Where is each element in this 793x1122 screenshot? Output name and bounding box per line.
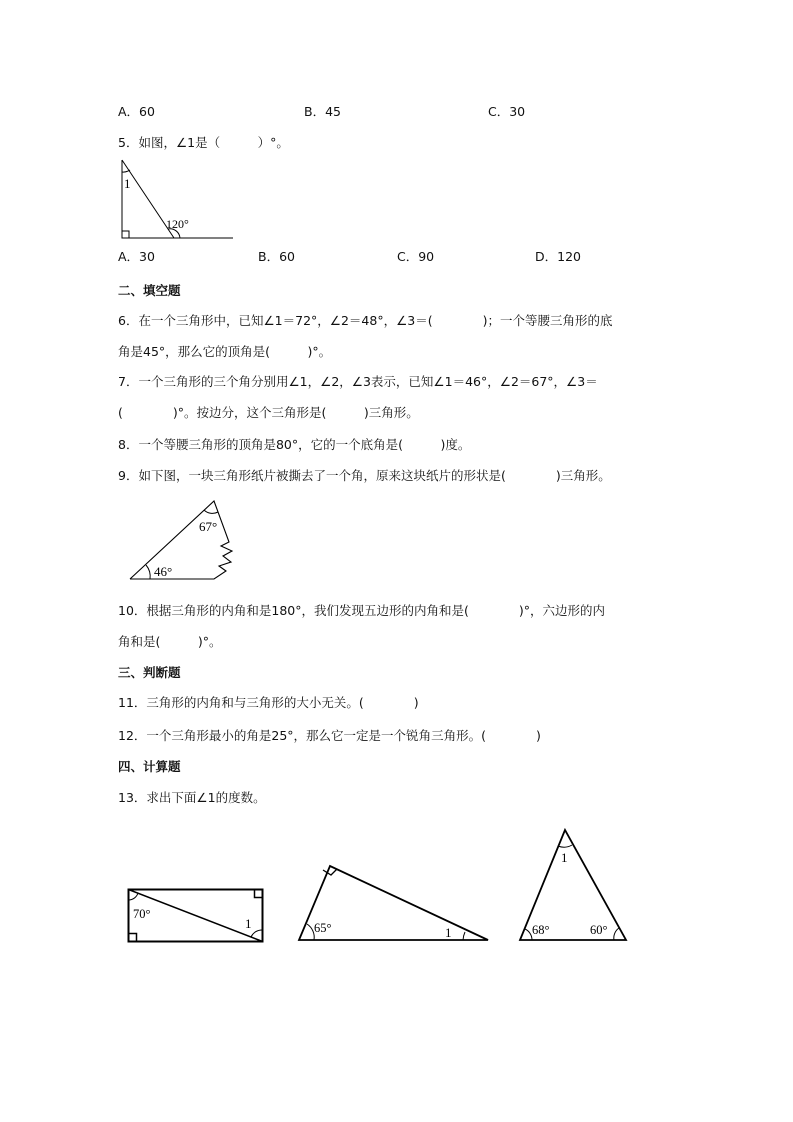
q9-stem: 9．如下图，一块三角形纸片被撕去了一个角，原来这块纸片的形状是( )三角形。 bbox=[118, 468, 611, 483]
q5-option-b: B．60 bbox=[258, 249, 295, 264]
q4-option-b: B．45 bbox=[304, 104, 341, 119]
q13-right-triangle-figure bbox=[297, 860, 493, 944]
q13-fig3-angle1-label: 1 bbox=[561, 850, 568, 865]
q13-fig2-angle-label: 65° bbox=[314, 921, 332, 935]
q10-line1: 10．根据三角形的内角和是180°，我们发现五边形的内角和是( )°，六边形的内 bbox=[118, 603, 606, 618]
q13-rectangle-figure bbox=[127, 888, 267, 946]
q6-line2: 角是45°，那么它的顶角是( )°。 bbox=[118, 344, 332, 359]
q13-fig3-right-angle-label: 60° bbox=[590, 923, 608, 937]
q11-text: 11．三角形的内角和与三角形的大小无关。( ) bbox=[118, 695, 419, 710]
q5-option-a: A．30 bbox=[118, 249, 155, 264]
q5-option-c: C．90 bbox=[397, 249, 435, 264]
q13-stem: 13．求出下面∠1的度数。 bbox=[118, 790, 266, 805]
q4-option-a: A．60 bbox=[118, 104, 155, 119]
q9-angle-top-label: 67° bbox=[199, 519, 218, 534]
section-calculation-title: 四、计算题 bbox=[118, 759, 181, 774]
q8-text: 8．一个等腰三角形的顶角是80°，它的一个底角是( )度。 bbox=[118, 437, 471, 452]
q13-fig1-angle-label: 70° bbox=[133, 907, 151, 921]
q9-angle-bottom-label: 46° bbox=[154, 564, 173, 579]
q10-line2: 角和是( )°。 bbox=[118, 634, 222, 649]
section-fill-blank-title: 二、填空题 bbox=[118, 283, 181, 298]
q5-option-d: D．120 bbox=[535, 249, 581, 264]
q4-option-c: C．30 bbox=[488, 104, 526, 119]
q13-acute-triangle-figure bbox=[516, 826, 632, 944]
q6-line1: 6．在一个三角形中，已知∠1＝72°，∠2＝48°，∠3＝( )；一个等腰三角形的底 bbox=[118, 313, 613, 328]
q13-fig3-left-angle-label: 68° bbox=[532, 923, 550, 937]
q12-text: 12．一个三角形最小的角是25°，那么它一定是一个锐角三角形。( ) bbox=[118, 728, 541, 743]
q5-figure bbox=[118, 158, 238, 242]
q13-fig1-angle1-label: 1 bbox=[245, 916, 252, 931]
section-true-false-title: 三、判断题 bbox=[118, 665, 181, 680]
q5-angle1-label: 1 bbox=[124, 176, 131, 191]
q5-angle120-label: 120° bbox=[166, 217, 189, 231]
q9-torn-triangle-figure bbox=[128, 500, 243, 582]
q7-line2: ( )°。按边分，这个三角形是( )三角形。 bbox=[118, 405, 419, 420]
q13-fig2-angle1-label: 1 bbox=[445, 925, 452, 940]
q7-line1: 7．一个三角形的三个角分别用∠1，∠2，∠3表示，已知∠1＝46°，∠2＝67°，∠3＝ bbox=[118, 374, 598, 389]
q5-stem: 5．如图，∠1是（ ）°。 bbox=[118, 135, 289, 150]
